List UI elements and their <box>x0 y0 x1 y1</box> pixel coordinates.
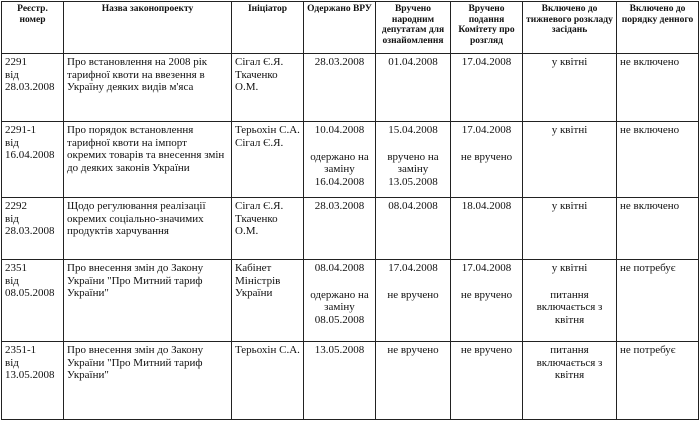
committee-cell <box>451 54 523 122</box>
initiator: Сігал Є.Я. <box>235 56 284 68</box>
table-row <box>2 260 699 342</box>
initiator-cell <box>232 198 304 260</box>
header-name: Назва законопроекту <box>64 2 232 54</box>
initiator: Ткаченко О.М. <box>235 212 278 237</box>
deputies-cell <box>376 198 451 260</box>
received-replacement: одержано на заміну 08.05.2008 <box>310 288 369 326</box>
bill-name: Щодо регулювання реалізації окремих соціально-значимих продуктів харчування <box>64 198 232 260</box>
bill-name: Про внесення змін до Закону України "Про Митний тариф України" <box>64 260 232 342</box>
header-agenda: Включено до порядку денного <box>617 2 699 54</box>
reg-number: 2292 <box>5 200 27 212</box>
weekly-note: питання включається з квітня <box>536 288 603 326</box>
table-row <box>2 54 699 122</box>
received-date: 28.03.2008 <box>314 200 365 212</box>
committee-date: 17.04.2008 <box>461 262 512 274</box>
deputies-date: 15.04.2008 <box>388 124 438 136</box>
weekly-status: у квітні <box>551 56 588 68</box>
initiator: Сігал Є.Я. <box>235 200 284 212</box>
reg-from: від <box>5 274 19 287</box>
reg-cell <box>2 122 64 198</box>
reg-cell <box>2 260 64 342</box>
initiator: Сігал Є.Я. <box>235 136 284 149</box>
committee-date: 18.04.2008 <box>461 200 512 212</box>
header-row <box>2 2 699 54</box>
weekly-note: питання включається з квітня <box>536 344 603 381</box>
committee-cell <box>451 342 523 420</box>
header-committee: Вручено подання Комітету про розгляд <box>451 2 523 54</box>
weekly-status: у квітні <box>551 262 588 274</box>
reg-cell <box>2 54 64 122</box>
agenda-status: не потребує <box>617 342 699 420</box>
deputies-cell <box>376 260 451 342</box>
committee-cell <box>451 122 523 198</box>
committee-date: 17.04.2008 <box>461 56 512 68</box>
received-cell <box>304 260 376 342</box>
weekly-status: у квітні <box>551 124 588 136</box>
deputies-cell <box>376 54 451 122</box>
reg-date: 28.03.2008 <box>5 81 55 93</box>
reg-date: 08.05.2008 <box>5 287 55 299</box>
initiator-cell <box>232 342 304 420</box>
committee-date: 17.04.2008 <box>461 124 512 136</box>
committee-replacement: не вручено <box>460 288 513 301</box>
received-cell <box>304 342 376 420</box>
bill-name: Про встановлення на 2008 рік тарифної квоти на ввезення в Україну деяких видів м'яса <box>64 54 232 122</box>
initiator-cell <box>232 122 304 198</box>
header-weekly: Включено до тижневого розкладу засідань <box>523 2 617 54</box>
header-deputies: Вручено народним депутатам для ознайомлення <box>376 2 451 54</box>
reg-number: 2291 <box>5 56 27 68</box>
reg-cell <box>2 342 64 420</box>
reg-date: 28.03.2008 <box>5 225 55 237</box>
reg-number: 2351-1 <box>5 344 37 356</box>
deputies-date: 08.04.2008 <box>388 200 438 212</box>
header-reg: Реєстр. номер <box>2 2 64 54</box>
initiator: Кабінет Міністрів України <box>235 262 281 299</box>
received-cell <box>304 54 376 122</box>
reg-number: 2291-1 <box>5 124 37 136</box>
deputies-cell <box>376 342 451 420</box>
agenda-status: не включено <box>617 54 699 122</box>
deputies-replacement: не вручено <box>387 288 439 301</box>
agenda-status: не потребує <box>617 260 699 342</box>
table-row <box>2 122 699 198</box>
weekly-cell <box>523 198 617 260</box>
agenda-status: не включено <box>617 198 699 260</box>
deputies-cell <box>376 122 451 198</box>
weekly-cell <box>523 122 617 198</box>
deputies-date: 01.04.2008 <box>388 56 438 68</box>
reg-from: від <box>5 136 19 149</box>
received-cell <box>304 198 376 260</box>
received-date: 13.05.2008 <box>314 344 365 356</box>
initiator-cell <box>232 260 304 342</box>
weekly-cell <box>523 54 617 122</box>
deputies-status: не вручено <box>387 344 439 356</box>
deputies-date: 17.04.2008 <box>388 262 438 274</box>
reg-date: 16.04.2008 <box>5 149 55 161</box>
reg-from: від <box>5 356 19 369</box>
committee-replacement: не вручено <box>460 150 513 163</box>
table-row <box>2 198 699 260</box>
reg-number: 2351 <box>5 262 27 274</box>
received-replacement: одержано на заміну 16.04.2008 <box>310 150 369 188</box>
received-date: 08.04.2008 <box>314 262 365 274</box>
initiator: Терьохін С.А. <box>235 344 300 356</box>
committee-cell <box>451 260 523 342</box>
bills-table <box>1 1 699 420</box>
header-initiator: Ініціатор <box>232 2 304 54</box>
weekly-cell <box>523 260 617 342</box>
received-date: 28.03.2008 <box>314 56 365 68</box>
weekly-cell <box>523 342 617 420</box>
header-received: Одержано ВРУ <box>304 2 376 54</box>
bill-name: Про порядок встановлення тарифної квоти на імпорт окремих товарів та внесення змін до деяких законів України <box>64 122 232 198</box>
initiator: Ткаченко О.М. <box>235 68 278 93</box>
received-cell <box>304 122 376 198</box>
reg-date: 13.05.2008 <box>5 369 55 381</box>
initiator-cell <box>232 54 304 122</box>
received-date: 10.04.2008 <box>314 124 365 136</box>
agenda-status: не включено <box>617 122 699 198</box>
committee-cell <box>451 198 523 260</box>
table-row <box>2 342 699 420</box>
deputies-replacement: вручено на заміну 13.05.2008 <box>387 150 439 188</box>
initiator: Терьохін С.А. <box>235 124 300 136</box>
bill-name: Про внесення змін до Закону України "Про Митний тариф України" <box>64 342 232 420</box>
reg-from: від <box>5 68 19 81</box>
reg-from: від <box>5 212 19 225</box>
reg-cell <box>2 198 64 260</box>
committee-status: не вручено <box>460 344 513 356</box>
weekly-status: у квітні <box>551 200 588 212</box>
